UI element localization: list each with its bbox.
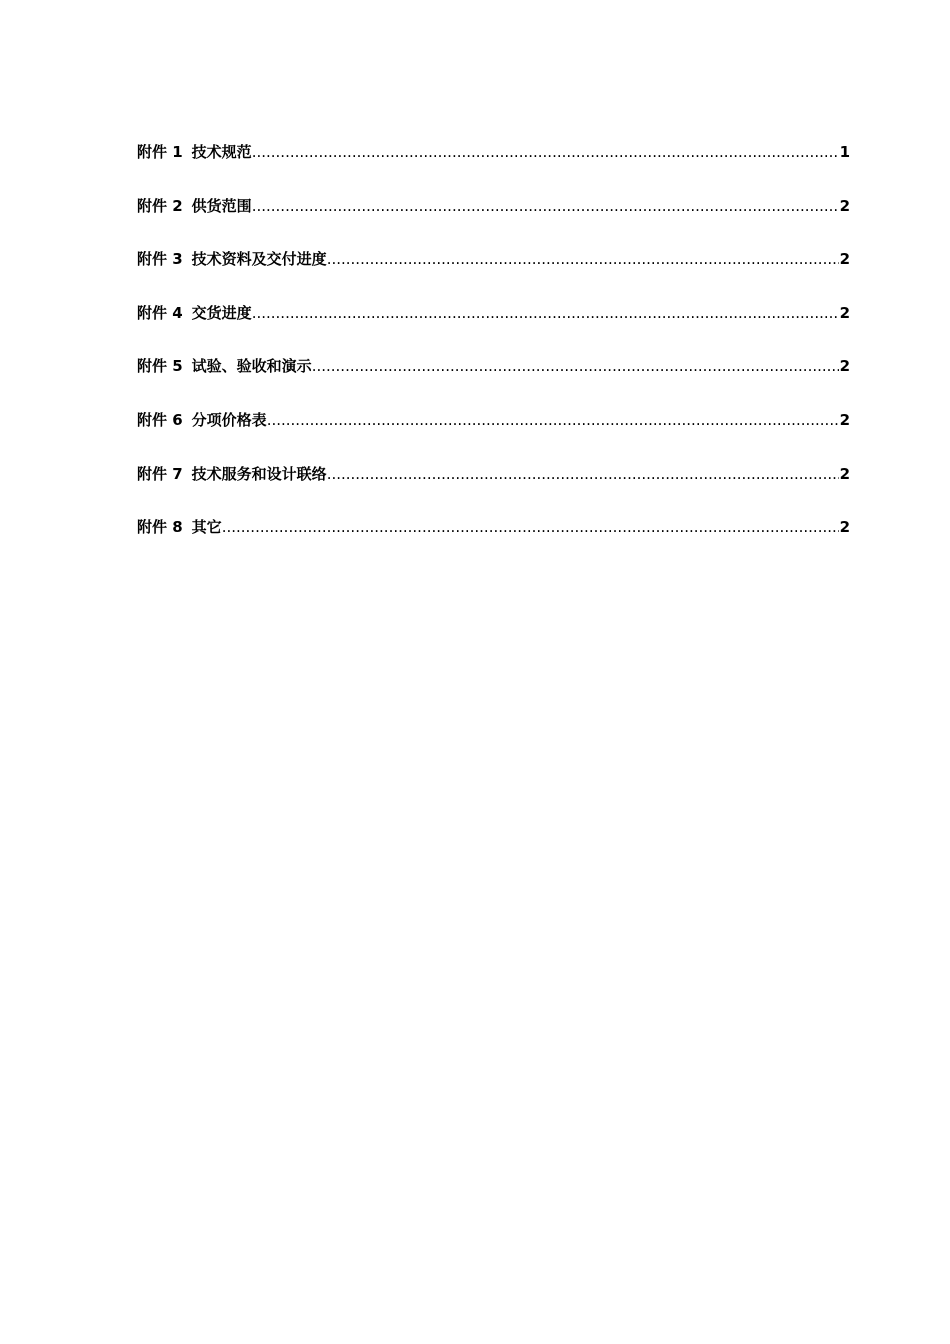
toc-entry-label bbox=[137, 141, 252, 163]
toc-entry-page: 2 bbox=[839, 196, 850, 215]
toc-entry-number: 附件 5 bbox=[137, 357, 183, 376]
dot-leader bbox=[327, 248, 839, 270]
toc-entry-label bbox=[137, 355, 312, 377]
toc-entry-label bbox=[137, 248, 327, 270]
toc-entry-page: 2 bbox=[839, 464, 850, 483]
toc-entry-number: 附件 8 bbox=[137, 518, 183, 537]
toc-entry-title: 供货范围 bbox=[191, 196, 252, 215]
toc-entry[interactable] bbox=[137, 302, 850, 356]
table-of-contents bbox=[137, 141, 850, 570]
toc-entry-page: 2 bbox=[839, 303, 850, 322]
dot-leader bbox=[267, 409, 839, 431]
toc-entry-title: 技术服务和设计联络 bbox=[191, 464, 327, 483]
toc-entry-title: 分项价格表 bbox=[191, 410, 267, 429]
toc-entry-page: 1 bbox=[839, 143, 850, 161]
toc-entry-title: 试验、验收和演示 bbox=[191, 357, 312, 376]
toc-entry-number: 附件 1 bbox=[137, 143, 183, 161]
toc-entry[interactable] bbox=[137, 141, 850, 195]
dot-leader bbox=[252, 141, 839, 163]
toc-entry-title: 交货进度 bbox=[191, 303, 252, 322]
dot-leader bbox=[222, 516, 839, 538]
dot-leader bbox=[327, 463, 839, 485]
toc-entry[interactable] bbox=[137, 516, 850, 570]
toc-entry-label bbox=[137, 195, 252, 217]
toc-entry-title: 其它 bbox=[191, 518, 222, 537]
dot-leader bbox=[252, 195, 839, 217]
toc-entry-page: 2 bbox=[839, 250, 850, 269]
toc-entry-number: 附件 4 bbox=[137, 303, 183, 322]
toc-entry-title: 技术规范 bbox=[191, 143, 252, 161]
toc-entry-label bbox=[137, 302, 252, 324]
toc-entry-number: 附件 2 bbox=[137, 196, 183, 215]
toc-entry-page: 2 bbox=[839, 410, 850, 429]
toc-entry-page: 2 bbox=[839, 518, 850, 537]
toc-entry-label bbox=[137, 463, 327, 485]
toc-entry-page: 2 bbox=[839, 357, 850, 376]
toc-entry-number: 附件 6 bbox=[137, 410, 183, 429]
toc-entry[interactable] bbox=[137, 248, 850, 302]
toc-entry[interactable] bbox=[137, 409, 850, 463]
toc-entry[interactable] bbox=[137, 463, 850, 517]
dot-leader bbox=[312, 355, 839, 377]
toc-entry-label bbox=[137, 516, 222, 538]
toc-entry-number: 附件 7 bbox=[137, 464, 183, 483]
dot-leader bbox=[252, 302, 839, 324]
toc-entry[interactable] bbox=[137, 355, 850, 409]
toc-entry-title: 技术资料及交付进度 bbox=[191, 250, 327, 269]
toc-entry[interactable] bbox=[137, 195, 850, 249]
toc-entry-number: 附件 3 bbox=[137, 250, 183, 269]
toc-entry-label bbox=[137, 409, 267, 431]
